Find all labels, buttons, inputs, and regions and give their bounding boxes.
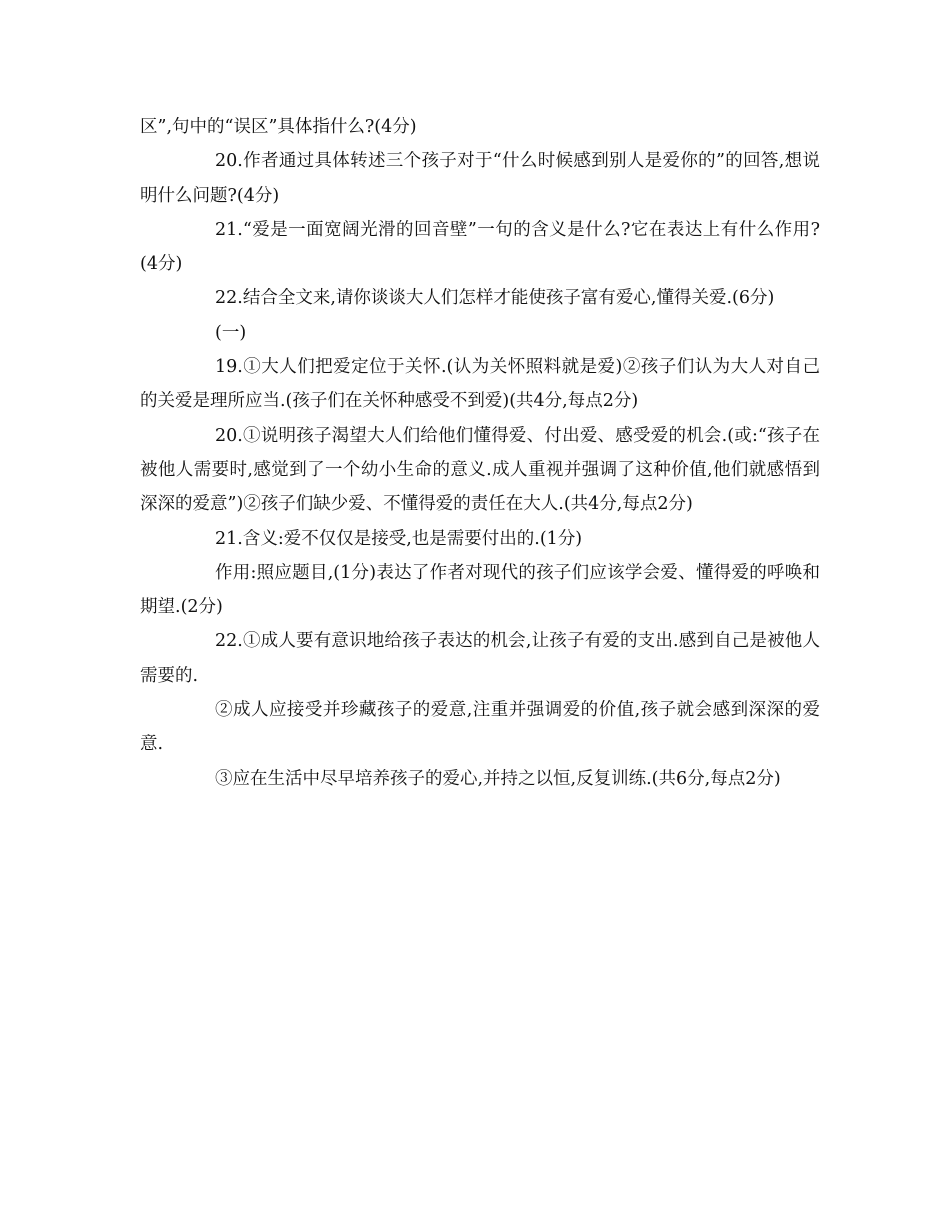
answer-22-point-2: ②成人应接受并珍藏孩子的爱意,注重并强调爱的价值,孩子就会感到深深的爱意. xyxy=(140,700,820,755)
answer-19: 19.①大人们把爱定位于关怀.(认为关怀照料就是爱)②孩子们认为大人对自己的关爱是理所应当.(孩子们在关怀种感受不到爱)(共4分,每点2分) xyxy=(140,357,820,412)
paragraph-continuation: 区”,句中的“误区”具体指什么?(4分) xyxy=(140,117,417,137)
answer-22-point-3: ③应在生活中尽早培养孩子的爱心,并持之以恒,反复训练.(共6分,每点2分) xyxy=(215,768,781,789)
answer-22-point-1: 22.①成人要有意识地给孩子表达的机会,让孩子有爱的支出.感到自己是被他人需要的. xyxy=(140,631,820,686)
question-21: 21.“爱是一面宽阔光滑的回音壁”一句的含义是什么?它在表达上有什么作用?(4分) xyxy=(140,219,820,275)
answer-21-meaning: 21.含义:爱不仅仅是接受,也是需要付出的.(1分) xyxy=(215,528,583,549)
question-22: 22.结合全文来,请你谈谈大人们怎样才能使孩子富有爱心,懂得关爱.(6分) xyxy=(215,288,775,309)
answer-21-function: 作用:照应题目,(1分)表达了作者对现代的孩子们应该学会爱、懂得爱的呼唤和期望.(2分) xyxy=(140,562,820,618)
answer-20: 20.①说明孩子渴望大人们给他们懂得爱、付出爱、感受爱的机会.(或:“孩子在被他人需要时,感觉到了一个幼小生命的意义.成人重视并强调了这种价值,他们就感悟到深深的爱意”)②孩子们缺少爱、不懂得爱的责任在大人.(共4分,每点2分) xyxy=(140,425,820,515)
answer-section-heading: (一) xyxy=(215,322,247,343)
document-page xyxy=(140,110,820,796)
question-20: 20.作者通过具体转述三个孩子对于“什么时候感到别人是爱你的”的回答,想说明什么问题?(4分) xyxy=(140,151,820,206)
